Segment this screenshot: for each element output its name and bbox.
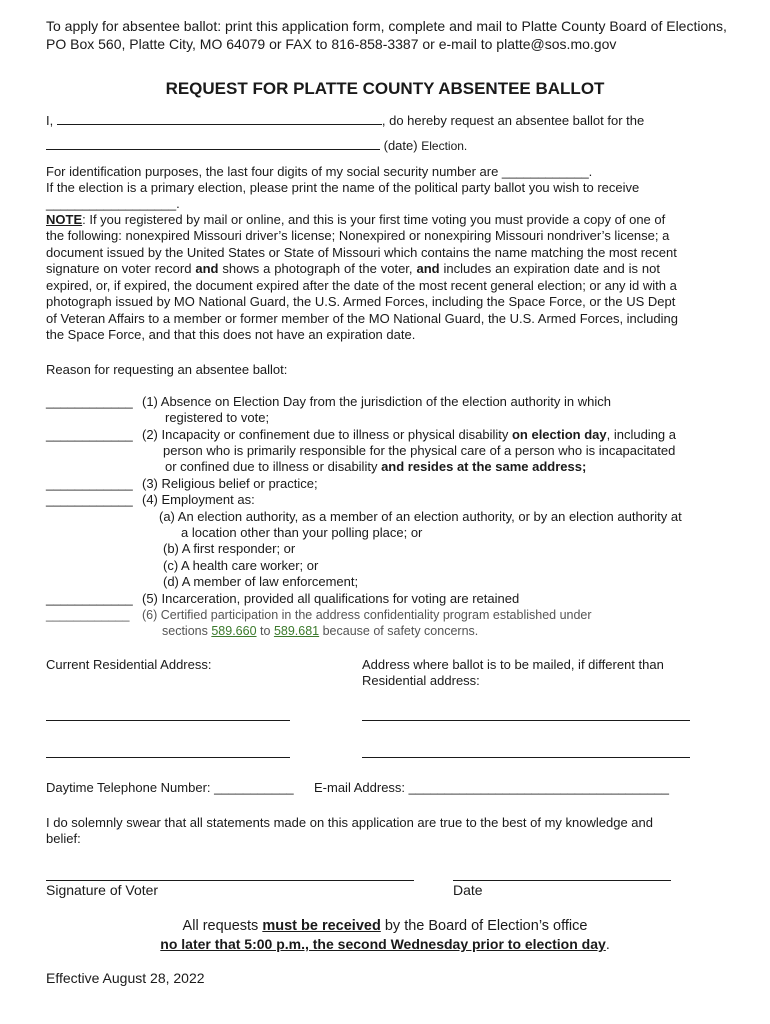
signature-label: Signature of Voter xyxy=(46,882,159,898)
party-line: If the election is a primary election, please print the name of the political party ballot you wish to receive xyxy=(46,180,640,195)
reason-2-line-2: person who is primarily responsible for the physical care of a person who is incapacitated xyxy=(163,443,676,458)
phone-field[interactable]: Daytime Telephone Number: ___________ xyxy=(46,780,294,795)
note-line-2: the following: nonexpired Missouri driver’s license; Nonexpired or nonexpiring Missouri nondriver’s license; a xyxy=(46,228,670,243)
form-title: REQUEST FOR PLATTE COUNTY ABSENTEE BALLOT xyxy=(165,79,605,98)
statute-link-589-660[interactable]: 589.660 xyxy=(211,624,257,638)
note-line-6: photograph issued by MO National Guard, the U.S. Armed Forces, including the Space Force, or the US Dept xyxy=(46,294,676,309)
request-line xyxy=(46,112,644,129)
instructions-line-1: To apply for absentee ballot: print this application form, complete and mail to Platte County Board of Elections, xyxy=(46,18,727,34)
reason-4d: (d) A member of law enforcement; xyxy=(163,574,359,589)
reason-2-blank[interactable]: ____________ xyxy=(46,427,133,442)
date-line[interactable] xyxy=(453,880,671,881)
note-label: NOTE xyxy=(46,212,83,227)
reason-4-blank[interactable]: ____________ xyxy=(46,492,133,507)
mailing-address-line-1[interactable] xyxy=(362,720,690,721)
reason-4: (4) Employment as: xyxy=(142,492,255,507)
reason-3: (3) Religious belief or practice; xyxy=(142,476,318,491)
reason-2-line-1: (2) Incapacity or confinement due to illness or physical disability on election day, including a xyxy=(142,427,676,442)
reason-6-blank[interactable]: ____________ xyxy=(46,608,130,622)
residential-address-line-1[interactable] xyxy=(46,720,290,721)
footer-line-2: no later that 5:00 p.m., the second Wednesday prior to election day. xyxy=(160,936,610,952)
reason-4a-line-2: a location other than your polling place; or xyxy=(181,525,423,540)
statute-link-589-681[interactable]: 589.681 xyxy=(273,624,320,638)
reason-6-line-1: (6) Certified participation in the address confidentiality program established under xyxy=(142,608,592,622)
reason-4a-line-1: (a) An election authority, as a member of an election authority, or by an election authority at xyxy=(159,509,682,524)
note-line-4: signature on voter record and shows a photograph of the voter, and includes an expiration date and is not xyxy=(46,261,660,276)
request-prefix: I, xyxy=(46,113,54,128)
date-label: (date) xyxy=(383,138,418,153)
name-blank[interactable] xyxy=(57,112,382,125)
footer-line-1: All requests must be received by the Board of Election’s office xyxy=(182,918,588,934)
request-suffix: , do hereby request an absentee ballot for the xyxy=(381,113,645,128)
note-line-7: of Veteran Affairs to a member or former member of the MO National Guard, the U.S. Armed Forces, including xyxy=(46,311,678,326)
reason-6-line-2: sections 589.660 to 589.681 because of safety concerns. xyxy=(162,624,479,638)
party-blank[interactable]: __________________. xyxy=(46,196,180,211)
date-label-signature: Date xyxy=(453,882,483,898)
reason-1-blank[interactable]: ____________ xyxy=(46,394,133,409)
reason-5-blank[interactable]: ____________ xyxy=(46,591,133,606)
reason-1-line-1: (1) Absence on Election Day from the jurisdiction of the election authority in which xyxy=(142,394,611,409)
mailing-address-label-1: Address where ballot is to be mailed, if different than xyxy=(362,657,664,672)
note-line-8: the Space Force, and that this does not have an expiration date. xyxy=(46,327,416,342)
effective-date: Effective August 28, 2022 xyxy=(46,970,205,986)
oath-line-1: I do solemnly swear that all statements made on this application are true to the best of my knowledge and xyxy=(46,815,654,830)
note-line-1: NOTE: If you registered by mail or online, and this is your first time voting you must provide a copy of one of xyxy=(46,212,666,227)
reasons-heading: Reason for requesting an absentee ballot: xyxy=(46,362,288,377)
oath-line-2: belief: xyxy=(46,831,81,846)
reason-2-line-3: or confined due to illness or disability and resides at the same address; xyxy=(165,459,587,474)
reason-4c: (c) A health care worker; or xyxy=(163,558,319,573)
reason-4b: (b) A first responder; or xyxy=(163,541,296,556)
signature-line[interactable] xyxy=(46,880,414,881)
email-field[interactable]: E-mail Address: ____________________________________ xyxy=(314,780,669,795)
note-line-5: expired, or, if expired, the document expired after the date of the most recent general election; or any id with a xyxy=(46,278,677,293)
election-line xyxy=(46,137,467,154)
ssn-line: For identification purposes, the last four digits of my social security number are ____________. xyxy=(46,164,593,179)
reason-5: (5) Incarceration, provided all qualifications for voting are retained xyxy=(142,591,520,606)
mailing-address-line-2[interactable] xyxy=(362,757,690,758)
election-date-blank[interactable] xyxy=(46,137,380,150)
election-label: Election. xyxy=(421,139,468,153)
reason-3-blank[interactable]: ____________ xyxy=(46,476,133,491)
reason-1-line-2: registered to vote; xyxy=(165,410,270,425)
residential-address-line-2[interactable] xyxy=(46,757,290,758)
note-line-3: document issued by the United States or State of Missouri which contains the name matching the most recent xyxy=(46,245,677,260)
instructions-line-2: PO Box 560, Platte City, MO 64079 or FAX to 816-858-3387 or e-mail to platte@sos.mo.gov xyxy=(46,36,617,52)
mailing-address-label-2: Residential address: xyxy=(362,673,480,688)
residential-address-label: Current Residential Address: xyxy=(46,657,212,672)
